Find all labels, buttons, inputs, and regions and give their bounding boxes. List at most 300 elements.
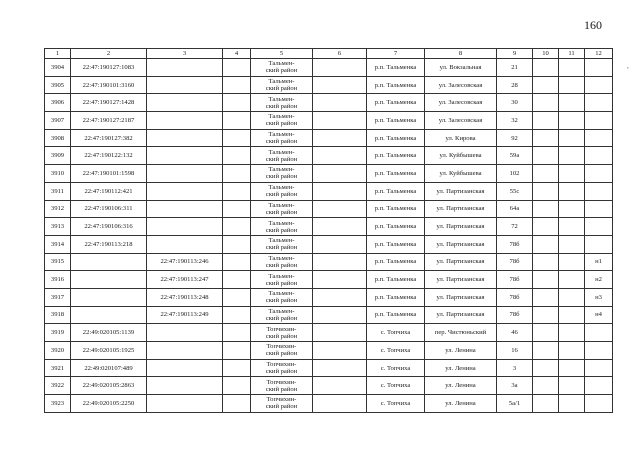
premises-label-cell xyxy=(585,235,613,253)
col4-cell xyxy=(223,200,251,218)
col6-cell xyxy=(313,235,367,253)
street-cell: ул. Залесовская xyxy=(425,94,497,112)
house-number-cell: 78б xyxy=(497,253,533,271)
house-number-cell: 28 xyxy=(497,76,533,94)
cadastral-number-cell: 22:49:020107:489 xyxy=(71,359,147,377)
settlement-cell: с. Топчиха xyxy=(367,324,425,342)
house-number-cell: 72 xyxy=(497,218,533,236)
premises-label-cell xyxy=(585,324,613,342)
col10-cell xyxy=(533,59,559,77)
house-number-cell: 32 xyxy=(497,112,533,130)
column-header-4: 4 xyxy=(223,49,251,59)
row-number-cell: 3909 xyxy=(45,147,71,165)
premises-label-cell xyxy=(585,377,613,395)
cadastral-number-cell xyxy=(71,271,147,289)
col4-cell xyxy=(223,377,251,395)
col6-cell xyxy=(313,253,367,271)
col11-cell xyxy=(559,359,585,377)
street-cell: ул. Куйбышева xyxy=(425,165,497,183)
row-number-cell: 3904 xyxy=(45,59,71,77)
house-number-cell: 16 xyxy=(497,342,533,360)
col6-cell xyxy=(313,395,367,413)
cadastral-number-cell: 22:47:190127:1428 xyxy=(71,94,147,112)
cadastral-number-cell: 22:47:190127:1083 xyxy=(71,59,147,77)
district-line-2: ский район xyxy=(265,314,298,322)
settlement-cell: р.п. Тальменка xyxy=(367,165,425,183)
row-number-cell: 3921 xyxy=(45,359,71,377)
row-number-cell: 3920 xyxy=(45,342,71,360)
street-cell: ул. Партизанская xyxy=(425,235,497,253)
column-header-2: 2 xyxy=(71,49,147,59)
district-cell xyxy=(251,342,313,360)
col4-cell xyxy=(223,165,251,183)
cadastral-number-cell: 22:47:190106:311 xyxy=(71,200,147,218)
row-number-cell: 3911 xyxy=(45,182,71,200)
premises-label-cell xyxy=(585,165,613,183)
street-cell: ул. Ленина xyxy=(425,377,497,395)
premises-label-cell xyxy=(585,218,613,236)
house-number-cell: 64а xyxy=(497,200,533,218)
table-row xyxy=(45,147,613,165)
settlement-cell: р.п. Тальменка xyxy=(367,94,425,112)
premises-number-cell xyxy=(147,94,223,112)
district-cell xyxy=(251,324,313,342)
table-row xyxy=(45,359,613,377)
district-line-2: ский район xyxy=(265,385,298,393)
house-number-cell: 30 xyxy=(497,94,533,112)
col11-cell xyxy=(559,271,585,289)
cadastral-number-cell: 22:47:190101:3160 xyxy=(71,76,147,94)
premises-label-cell xyxy=(585,94,613,112)
district-line-2: ский район xyxy=(265,85,298,93)
premises-label-cell: н3 xyxy=(585,288,613,306)
col6-cell xyxy=(313,377,367,395)
street-cell: ул. Партизанская xyxy=(425,253,497,271)
house-number-cell: 78б xyxy=(497,271,533,289)
col11-cell xyxy=(559,76,585,94)
column-header-9: 9 xyxy=(497,49,533,59)
table-row xyxy=(45,271,613,289)
settlement-cell: р.п. Тальменка xyxy=(367,288,425,306)
premises-label-cell xyxy=(585,129,613,147)
house-number-cell: 59а xyxy=(497,147,533,165)
row-number-cell: 3923 xyxy=(45,395,71,413)
district-line-2: ский район xyxy=(265,368,298,376)
column-header-8: 8 xyxy=(425,49,497,59)
registry-table xyxy=(44,48,613,413)
col6-cell xyxy=(313,200,367,218)
table-row xyxy=(45,395,613,413)
settlement-cell: р.п. Тальменка xyxy=(367,76,425,94)
district-line-2: ский район xyxy=(265,67,298,75)
district-line-1: Топчихин- xyxy=(266,361,297,369)
street-cell: ул. Партизанская xyxy=(425,218,497,236)
col10-cell xyxy=(533,129,559,147)
cadastral-number-cell: 22:47:190113:218 xyxy=(71,235,147,253)
col11-cell xyxy=(559,112,585,130)
col4-cell xyxy=(223,324,251,342)
col11-cell xyxy=(559,342,585,360)
settlement-cell: с. Топчиха xyxy=(367,342,425,360)
house-number-cell: 5а/1 xyxy=(497,395,533,413)
settlement-cell: с. Топчиха xyxy=(367,359,425,377)
district-cell xyxy=(251,59,313,77)
col11-cell xyxy=(559,94,585,112)
col10-cell xyxy=(533,94,559,112)
premises-label-cell xyxy=(585,59,613,77)
col11-cell xyxy=(559,324,585,342)
col10-cell xyxy=(533,395,559,413)
col11-cell xyxy=(559,59,585,77)
col10-cell xyxy=(533,306,559,324)
row-number-cell: 3907 xyxy=(45,112,71,130)
col10-cell xyxy=(533,235,559,253)
row-number-cell: 3922 xyxy=(45,377,71,395)
col6-cell xyxy=(313,165,367,183)
col10-cell xyxy=(533,200,559,218)
cadastral-number-cell xyxy=(71,253,147,271)
district-line-1: Тальмен- xyxy=(268,184,295,192)
district-line-2: ский район xyxy=(265,173,298,181)
column-header-10: 10 xyxy=(533,49,559,59)
col11-cell xyxy=(559,306,585,324)
column-header-5: 5 xyxy=(251,49,313,59)
premises-number-cell xyxy=(147,377,223,395)
col10-cell xyxy=(533,253,559,271)
house-number-cell: 78б xyxy=(497,235,533,253)
table-row xyxy=(45,76,613,94)
house-number-cell: 46 xyxy=(497,324,533,342)
col6-cell xyxy=(313,76,367,94)
street-cell: ул. Кирова xyxy=(425,129,497,147)
col6-cell xyxy=(313,59,367,77)
premises-label-cell: н2 xyxy=(585,271,613,289)
district-cell xyxy=(251,147,313,165)
district-line-2: ский район xyxy=(265,244,298,252)
col6-cell xyxy=(313,359,367,377)
district-cell xyxy=(251,377,313,395)
col10-cell xyxy=(533,112,559,130)
cadastral-number-cell: 22:49:020105:2863 xyxy=(71,377,147,395)
col4-cell xyxy=(223,182,251,200)
settlement-cell: р.п. Тальменка xyxy=(367,112,425,130)
table-row xyxy=(45,342,613,360)
col6-cell xyxy=(313,129,367,147)
col6-cell xyxy=(313,342,367,360)
district-line-1: Тальмен- xyxy=(268,113,295,121)
district-line-2: ский район xyxy=(265,138,298,146)
premises-number-cell xyxy=(147,76,223,94)
col4-cell xyxy=(223,342,251,360)
street-cell: ул. Вокзальная xyxy=(425,59,497,77)
cadastral-number-cell: 22:49:020105:1925 xyxy=(71,342,147,360)
col4-cell xyxy=(223,359,251,377)
district-line-1: Тальмен- xyxy=(268,237,295,245)
row-number-cell: 3917 xyxy=(45,288,71,306)
table-row xyxy=(45,94,613,112)
district-line-1: Топчихин- xyxy=(266,396,297,404)
premises-label-cell xyxy=(585,395,613,413)
settlement-cell: р.п. Тальменка xyxy=(367,200,425,218)
row-number-cell: 3905 xyxy=(45,76,71,94)
row-number-cell: 3918 xyxy=(45,306,71,324)
column-header-1: 1 xyxy=(45,49,71,59)
district-cell xyxy=(251,271,313,289)
settlement-cell: с. Топчиха xyxy=(367,395,425,413)
row-number-cell: 3915 xyxy=(45,253,71,271)
column-header-3: 3 xyxy=(147,49,223,59)
col11-cell xyxy=(559,129,585,147)
premises-number-cell xyxy=(147,218,223,236)
house-number-cell: 102 xyxy=(497,165,533,183)
street-cell: ул. Куйбышева xyxy=(425,147,497,165)
row-number-cell: 3914 xyxy=(45,235,71,253)
table-row xyxy=(45,200,613,218)
settlement-cell: р.п. Тальменка xyxy=(367,129,425,147)
district-line-1: Тальмен- xyxy=(268,254,295,262)
district-line-2: ский район xyxy=(265,226,298,234)
settlement-cell: р.п. Тальменка xyxy=(367,271,425,289)
street-cell: ул. Залесовская xyxy=(425,76,497,94)
premises-number-cell xyxy=(147,235,223,253)
col10-cell xyxy=(533,324,559,342)
settlement-cell: р.п. Тальменка xyxy=(367,59,425,77)
settlement-cell: р.п. Тальменка xyxy=(367,147,425,165)
district-line-2: ский район xyxy=(265,191,298,199)
col4-cell xyxy=(223,271,251,289)
district-line-1: Тальмен- xyxy=(268,148,295,156)
house-number-cell: 3 xyxy=(497,359,533,377)
district-cell xyxy=(251,76,313,94)
district-line-2: ский район xyxy=(265,155,298,163)
row-number-cell: 3913 xyxy=(45,218,71,236)
premises-label-cell xyxy=(585,182,613,200)
col11-cell xyxy=(559,182,585,200)
premises-label-cell xyxy=(585,342,613,360)
district-line-1: Тальмен- xyxy=(268,78,295,86)
settlement-cell: р.п. Тальменка xyxy=(367,218,425,236)
col11-cell xyxy=(559,288,585,306)
house-number-cell: 92 xyxy=(497,129,533,147)
premises-number-cell: 22:47:190113:247 xyxy=(147,271,223,289)
col6-cell xyxy=(313,271,367,289)
district-line-1: Тальмен- xyxy=(268,131,295,139)
house-number-cell: 21 xyxy=(497,59,533,77)
premises-number-cell xyxy=(147,165,223,183)
settlement-cell: р.п. Тальменка xyxy=(367,253,425,271)
district-cell xyxy=(251,288,313,306)
district-cell xyxy=(251,165,313,183)
col6-cell xyxy=(313,112,367,130)
district-line-1: Тальмен- xyxy=(268,201,295,209)
district-cell xyxy=(251,129,313,147)
table-row xyxy=(45,218,613,236)
col6-cell xyxy=(313,147,367,165)
street-cell: ул. Партизанская xyxy=(425,182,497,200)
col6-cell xyxy=(313,94,367,112)
table-body xyxy=(45,59,613,413)
table-row xyxy=(45,377,613,395)
district-cell xyxy=(251,359,313,377)
col11-cell xyxy=(559,165,585,183)
column-header-12: 12 xyxy=(585,49,613,59)
col6-cell xyxy=(313,306,367,324)
settlement-cell: р.п. Тальменка xyxy=(367,182,425,200)
premises-number-cell xyxy=(147,59,223,77)
row-number-cell: 3908 xyxy=(45,129,71,147)
district-line-1: Топчихин- xyxy=(266,343,297,351)
premises-label-cell xyxy=(585,112,613,130)
col10-cell xyxy=(533,288,559,306)
cadastral-number-cell: 22:47:190101:1598 xyxy=(71,165,147,183)
col4-cell xyxy=(223,76,251,94)
settlement-cell: р.п. Тальменка xyxy=(367,235,425,253)
street-cell: ул. Залесовская xyxy=(425,112,497,130)
house-number-cell: 78б xyxy=(497,288,533,306)
premises-number-cell xyxy=(147,147,223,165)
street-cell: ул. Партизанская xyxy=(425,306,497,324)
premises-number-cell xyxy=(147,324,223,342)
settlement-cell: р.п. Тальменка xyxy=(367,306,425,324)
district-line-2: ский район xyxy=(265,350,298,358)
header-row xyxy=(45,49,613,59)
col4-cell xyxy=(223,288,251,306)
street-cell: ул. Партизанская xyxy=(425,288,497,306)
table-row xyxy=(45,112,613,130)
col4-cell xyxy=(223,129,251,147)
district-line-1: Тальмен- xyxy=(268,307,295,315)
table-row xyxy=(45,288,613,306)
premises-label-cell xyxy=(585,359,613,377)
premises-number-cell xyxy=(147,112,223,130)
street-cell: ул. Партизанская xyxy=(425,200,497,218)
district-cell xyxy=(251,218,313,236)
cadastral-number-cell: 22:49:020105:2250 xyxy=(71,395,147,413)
street-cell: ул. Ленина xyxy=(425,359,497,377)
premises-label-cell xyxy=(585,76,613,94)
column-header-6: 6 xyxy=(313,49,367,59)
col10-cell xyxy=(533,76,559,94)
district-cell xyxy=(251,94,313,112)
col10-cell xyxy=(533,182,559,200)
premises-number-cell: 22:47:190113:249 xyxy=(147,306,223,324)
street-cell: ул. Партизанская xyxy=(425,271,497,289)
district-line-1: Топчихин- xyxy=(266,378,297,386)
col10-cell xyxy=(533,359,559,377)
col10-cell xyxy=(533,165,559,183)
district-line-2: ский район xyxy=(265,332,298,340)
district-line-1: Тальмен- xyxy=(268,290,295,298)
col4-cell xyxy=(223,147,251,165)
premises-number-cell: 22:47:190113:246 xyxy=(147,253,223,271)
district-line-1: Тальмен- xyxy=(268,60,295,68)
district-line-2: ский район xyxy=(265,261,298,269)
cadastral-number-cell xyxy=(71,306,147,324)
premises-label-cell: н1 xyxy=(585,253,613,271)
cadastral-number-cell: 22:47:190112:421 xyxy=(71,182,147,200)
district-cell xyxy=(251,395,313,413)
street-cell: ул. Ленина xyxy=(425,395,497,413)
table-row xyxy=(45,253,613,271)
row-number-cell: 3916 xyxy=(45,271,71,289)
row-number-cell: 3919 xyxy=(45,324,71,342)
premises-label-cell xyxy=(585,200,613,218)
col11-cell xyxy=(559,395,585,413)
district-line-2: ский район xyxy=(265,279,298,287)
premises-number-cell: 22:47:190113:248 xyxy=(147,288,223,306)
table-row xyxy=(45,165,613,183)
cadastral-number-cell: 22:47:190106:316 xyxy=(71,218,147,236)
col11-cell xyxy=(559,235,585,253)
table-row xyxy=(45,129,613,147)
col10-cell xyxy=(533,147,559,165)
cadastral-number-cell xyxy=(71,288,147,306)
district-cell xyxy=(251,182,313,200)
settlement-cell: с. Топчиха xyxy=(367,377,425,395)
col4-cell xyxy=(223,253,251,271)
table-row xyxy=(45,306,613,324)
premises-number-cell xyxy=(147,129,223,147)
street-cell: ул. Ленина xyxy=(425,342,497,360)
margin-mark: , xyxy=(627,62,629,70)
district-line-1: Тальмен- xyxy=(268,219,295,227)
district-line-2: ский район xyxy=(265,120,298,128)
district-cell xyxy=(251,306,313,324)
col4-cell xyxy=(223,59,251,77)
col6-cell xyxy=(313,182,367,200)
premises-label-cell: н4 xyxy=(585,306,613,324)
col6-cell xyxy=(313,288,367,306)
col11-cell xyxy=(559,200,585,218)
col6-cell xyxy=(313,218,367,236)
district-cell xyxy=(251,253,313,271)
col4-cell xyxy=(223,395,251,413)
district-line-1: Топчихин- xyxy=(266,325,297,333)
district-line-2: ский район xyxy=(265,403,298,411)
district-line-1: Тальмен- xyxy=(268,166,295,174)
house-number-cell: 78б xyxy=(497,306,533,324)
col4-cell xyxy=(223,218,251,236)
column-header-11: 11 xyxy=(559,49,585,59)
district-line-1: Тальмен- xyxy=(268,272,295,280)
row-number-cell: 3910 xyxy=(45,165,71,183)
district-cell xyxy=(251,235,313,253)
page-number: 160 xyxy=(584,18,602,32)
col4-cell xyxy=(223,94,251,112)
district-line-2: ский район xyxy=(265,208,298,216)
premises-number-cell xyxy=(147,395,223,413)
premises-number-cell xyxy=(147,182,223,200)
row-number-cell: 3912 xyxy=(45,200,71,218)
row-number-cell: 3906 xyxy=(45,94,71,112)
col10-cell xyxy=(533,271,559,289)
premises-number-cell xyxy=(147,342,223,360)
district-line-2: ский район xyxy=(265,297,298,305)
premises-number-cell xyxy=(147,359,223,377)
district-cell xyxy=(251,200,313,218)
table-row xyxy=(45,59,613,77)
col11-cell xyxy=(559,147,585,165)
house-number-cell: 3а xyxy=(497,377,533,395)
col4-cell xyxy=(223,306,251,324)
cadastral-number-cell: 22:49:020105:1139 xyxy=(71,324,147,342)
col11-cell xyxy=(559,377,585,395)
col6-cell xyxy=(313,324,367,342)
col4-cell xyxy=(223,112,251,130)
district-line-2: ский район xyxy=(265,102,298,110)
house-number-cell: 55с xyxy=(497,182,533,200)
col10-cell xyxy=(533,218,559,236)
